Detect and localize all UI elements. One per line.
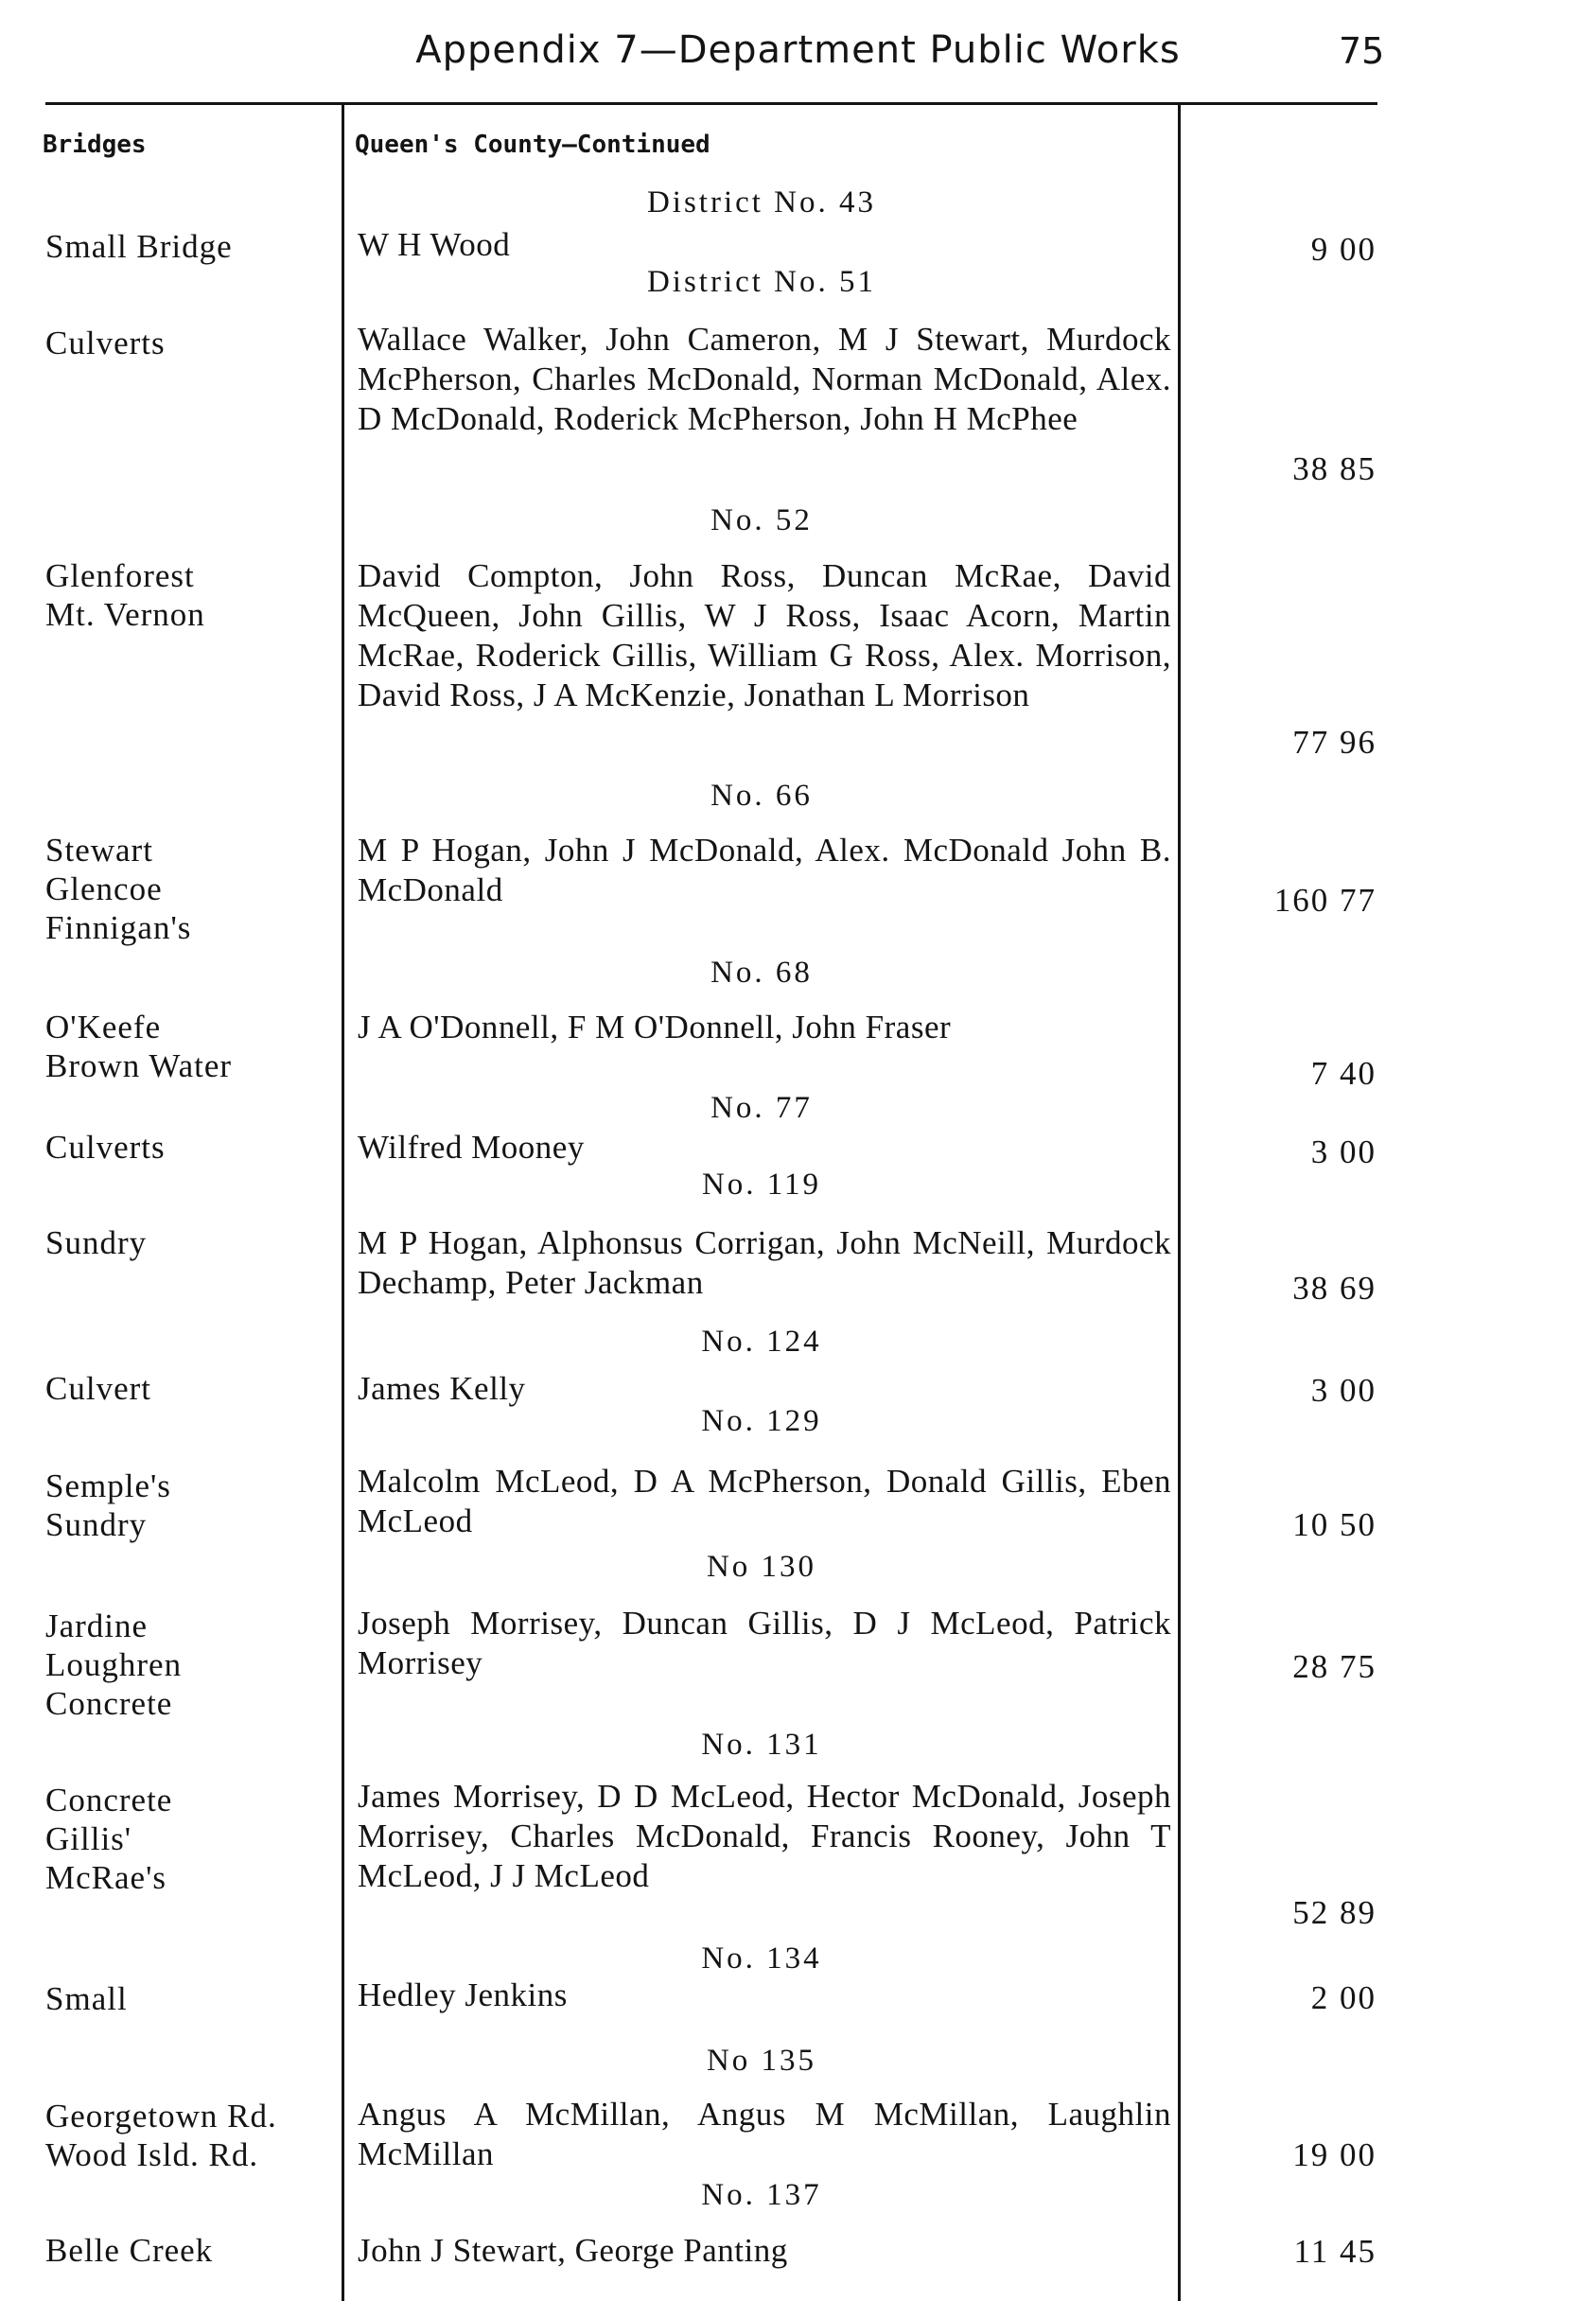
contractor-names: Angus A McMillan, Angus M McMillan, Laughlin McMillan [358, 2096, 1171, 2172]
district-heading: No. 68 [710, 956, 813, 990]
district-heading: No. 119 [701, 1168, 822, 1202]
bridge-names: Sundry [45, 1224, 148, 1261]
district-heading: No. 52 [710, 503, 813, 537]
district-heading: No. 77 [710, 1091, 813, 1125]
bridge-names: Culvert [45, 1370, 151, 1407]
amount-paid: 38 85 [1292, 450, 1377, 487]
district-heading: No. 131 [701, 1728, 822, 1762]
page-number: 75 [1339, 30, 1385, 72]
bridge-names: Stewart Glencoe Finnigan's [45, 832, 192, 946]
contractor-names: M P Hogan, Alphonsus Corrigan, John McNeill, Murdock Dechamp, Peter Jackman [358, 1224, 1171, 1301]
bridge-names: Georgetown Rd. Wood Isld. Rd. [45, 2098, 277, 2173]
amount-paid: 77 96 [1292, 724, 1377, 761]
amount-paid: 3 00 [1310, 1133, 1377, 1170]
amount-paid: 19 00 [1292, 2136, 1377, 2173]
district-heading: District No. 51 [646, 265, 877, 299]
bridge-names: Small Bridge [45, 228, 233, 265]
county-column-heading: Queen's County—Continued [355, 131, 710, 159]
district-heading: No. 129 [701, 1404, 822, 1438]
district-heading: No 130 [706, 1550, 817, 1584]
amount-paid: 7 40 [1310, 1055, 1377, 1092]
page-header-title: Appendix 7—Department Public Works [415, 28, 1181, 72]
amount-paid: 160 77 [1273, 882, 1377, 919]
bridge-names: Semple's Sundry [45, 1467, 171, 1543]
contractor-names: Malcolm McLeod, D A McPherson, Donald Gillis, Eben McLeod [358, 1463, 1171, 1539]
column-divider-left [342, 104, 344, 2301]
district-heading: No. 134 [701, 1941, 822, 1976]
contractor-names: J A O'Donnell, F M O'Donnell, John Fraser [358, 1009, 952, 1045]
amount-paid: 52 89 [1292, 1894, 1377, 1931]
bridge-names: O'Keefe Brown Water [45, 1009, 233, 1084]
bridge-names: Culverts [45, 325, 166, 361]
district-heading: District No. 43 [646, 185, 877, 220]
district-heading: No. 137 [701, 2178, 822, 2212]
contractor-names: David Compton, John Ross, Duncan McRae, David McQueen, John Gillis, W J Ross, Isaac Acorn, Martin McRae, Roderick Gillis, William G Ross, Alex. Morrison, David Ross, J A McKenzie, Jonathan L Morrison [358, 557, 1171, 713]
contractor-names: W H Wood [358, 226, 511, 263]
contractor-names: Joseph Morrisey, Duncan Gillis, D J McLeod, Patrick Morrisey [358, 1605, 1171, 1681]
amount-paid: 9 00 [1310, 231, 1377, 268]
bridge-names: Glenforest Mt. Vernon [45, 557, 205, 633]
bridges-column-heading: Bridges [43, 131, 147, 159]
amount-paid: 2 00 [1310, 1979, 1377, 2016]
contractor-names: Hedley Jenkins [358, 1976, 568, 2013]
contractor-names: M P Hogan, John J McDonald, Alex. McDonald John B. McDonald [358, 832, 1171, 908]
amount-paid: 11 45 [1293, 2233, 1377, 2270]
bridge-names: Jardine Loughren Concrete [45, 1607, 183, 1722]
contractor-names: John J Stewart, George Panting [358, 2232, 788, 2269]
amount-paid: 28 75 [1292, 1648, 1377, 1685]
column-divider-right [1178, 104, 1181, 2301]
contractor-names: Wallace Walker, John Cameron, M J Stewart, Murdock McPherson, Charles McDonald, Norman McDonald, Alex. D McDonald, Roderick McPherson, John H McPhee [358, 321, 1171, 437]
district-heading: No 135 [706, 2044, 817, 2078]
contractor-names: James Morrisey, D D McLeod, Hector McDonald, Joseph Morrisey, Charles McDonald, Francis Rooney, John T McLeod, J J McLeod [358, 1778, 1171, 1894]
amount-paid: 10 50 [1292, 1506, 1377, 1543]
bridge-names: Small [45, 1980, 128, 2017]
district-heading: No. 124 [701, 1325, 822, 1359]
amount-paid: 38 69 [1292, 1270, 1377, 1307]
contractor-names: James Kelly [358, 1370, 526, 1407]
bridge-names: Concrete Gillis' McRae's [45, 1782, 173, 1896]
bridge-names: Culverts [45, 1129, 166, 1166]
amount-paid: 3 00 [1310, 1372, 1377, 1409]
contractor-names: Wilfred Mooney [358, 1129, 585, 1166]
district-heading: No. 66 [710, 779, 813, 813]
bridge-names: Belle Creek [45, 2232, 214, 2269]
